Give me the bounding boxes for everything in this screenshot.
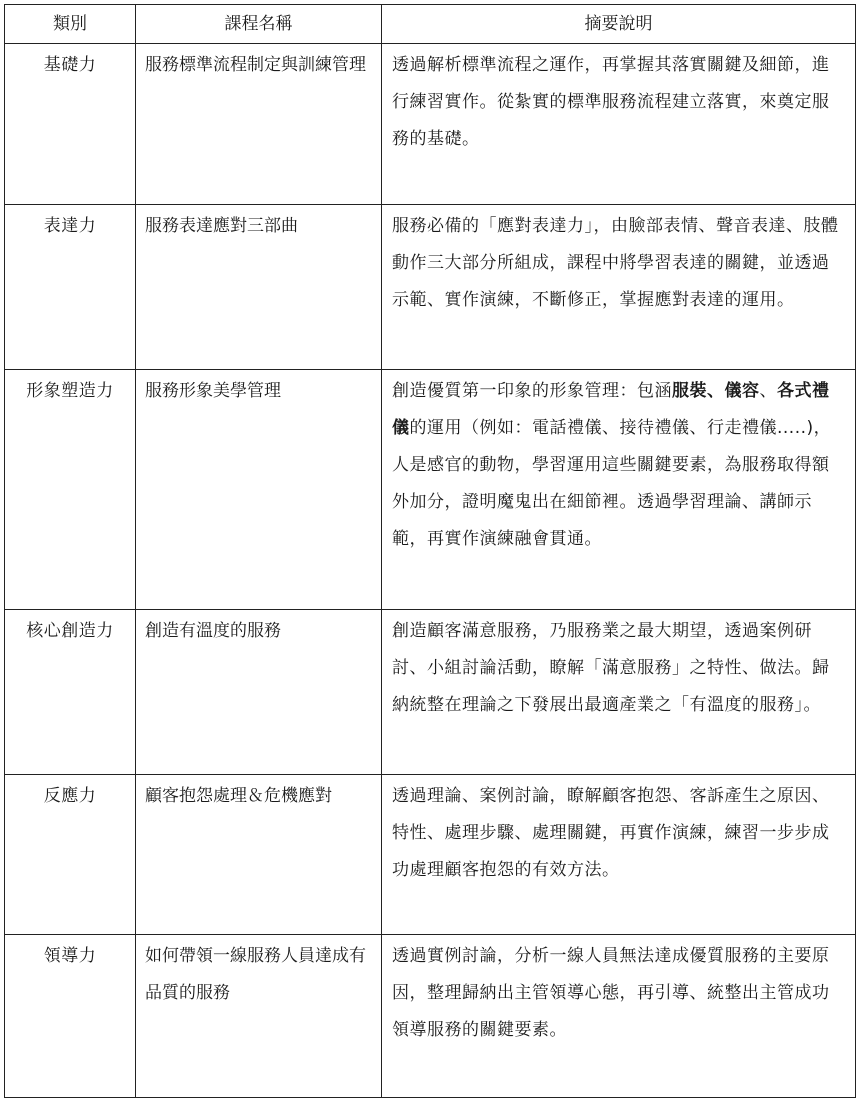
course-name-cell: 如何帶領一線服務人員達成有品質的服務 — [136, 935, 382, 1098]
summary-cell — [382, 775, 856, 935]
table-header — [5, 5, 856, 44]
header-summary: 摘要說明 — [382, 5, 856, 44]
course-name-cell: 服務形象美學管理 — [136, 370, 382, 610]
category-text: 形象塑造力 — [26, 381, 114, 401]
header-row — [5, 5, 856, 44]
summary-bold-text: 各式禮儀 — [392, 381, 830, 438]
course-name-cell: 創造有溫度的服務 — [136, 610, 382, 775]
category-text: 表達力 — [43, 216, 97, 236]
summary-text: 創造顧客滿意服務，乃服務業之最大期望，透過案例研討、小組討論活動，瞭解「滿意服務」之特性、做法。歸納統整在理論之下發展出最適產業之「有溫度的服務」。 — [392, 621, 830, 715]
summary-text: 服務必備的「應對表達力」，由臉部表情、聲音表達、肢體動作三大部分所組成，課程中將學習表達的關鍵，並透過示範、實作演練，不斷修正，掌握應對表達的運用。 — [392, 216, 839, 310]
summary-cell — [382, 935, 856, 1098]
summary-cell — [382, 370, 856, 610]
category-text: 領導力 — [43, 946, 97, 966]
course-name-cell: 服務標準流程制定與訓練管理 — [136, 44, 382, 205]
course-name-cell: 顧客抱怨處理＆危機應對 — [136, 775, 382, 935]
summary-cell — [382, 610, 856, 775]
summary-text: 的運用（例如：電話禮儀、接待禮儀、行走禮儀.....)，人是感官的動物，學習運用這些關鍵要素，為服務取得額外加分，證明魔鬼出在細節裡。透過學習理論、講師示範，再實作演練融會貫通。 — [392, 418, 832, 549]
header-course-name: 課程名稱 — [136, 5, 382, 44]
summary-text: 透過理論、案例討論，瞭解顧客抱怨、客訴產生之原因、特性、處理步驟、處理關鍵，再實作演練，練習一步步成功處理顧客抱怨的有效方法。 — [392, 786, 830, 880]
category-cell — [5, 935, 136, 1098]
category-cell — [5, 610, 136, 775]
table-row — [5, 775, 856, 935]
table-row — [5, 610, 856, 775]
summary-text: 透過實例討論，分析一線人員無法達成優質服務的主要原因，整理歸納出主管領導心態，再引導、統整出主管成功領導服務的關鍵要素。 — [392, 946, 830, 1040]
table-body — [5, 44, 856, 1098]
category-text: 反應力 — [43, 786, 97, 806]
category-cell — [5, 44, 136, 205]
course-name-cell: 服務表達應對三部曲 — [136, 205, 382, 370]
category-text: 核心創造力 — [26, 621, 114, 641]
summary-cell — [382, 44, 856, 205]
summary-cell — [382, 205, 856, 370]
table-row — [5, 205, 856, 370]
table-row — [5, 370, 856, 610]
category-cell — [5, 775, 136, 935]
summary-text: 透過解析標準流程之運作，再掌握其落實關鍵及細節，進行練習實作。從紮實的標準服務流程建立落實，來奠定服務的基礎。 — [392, 55, 830, 149]
summary-text: 創造優質第一印象的形象管理：包涵 — [392, 381, 672, 401]
header-category: 類別 — [5, 5, 136, 44]
category-cell — [5, 205, 136, 370]
table-row — [5, 935, 856, 1098]
category-text: 基礎力 — [43, 55, 97, 75]
summary-text: 、 — [759, 381, 777, 401]
summary-bold-text: 服裝、儀容 — [672, 381, 760, 401]
category-cell — [5, 370, 136, 610]
course-table — [4, 4, 856, 1098]
table-row — [5, 44, 856, 205]
